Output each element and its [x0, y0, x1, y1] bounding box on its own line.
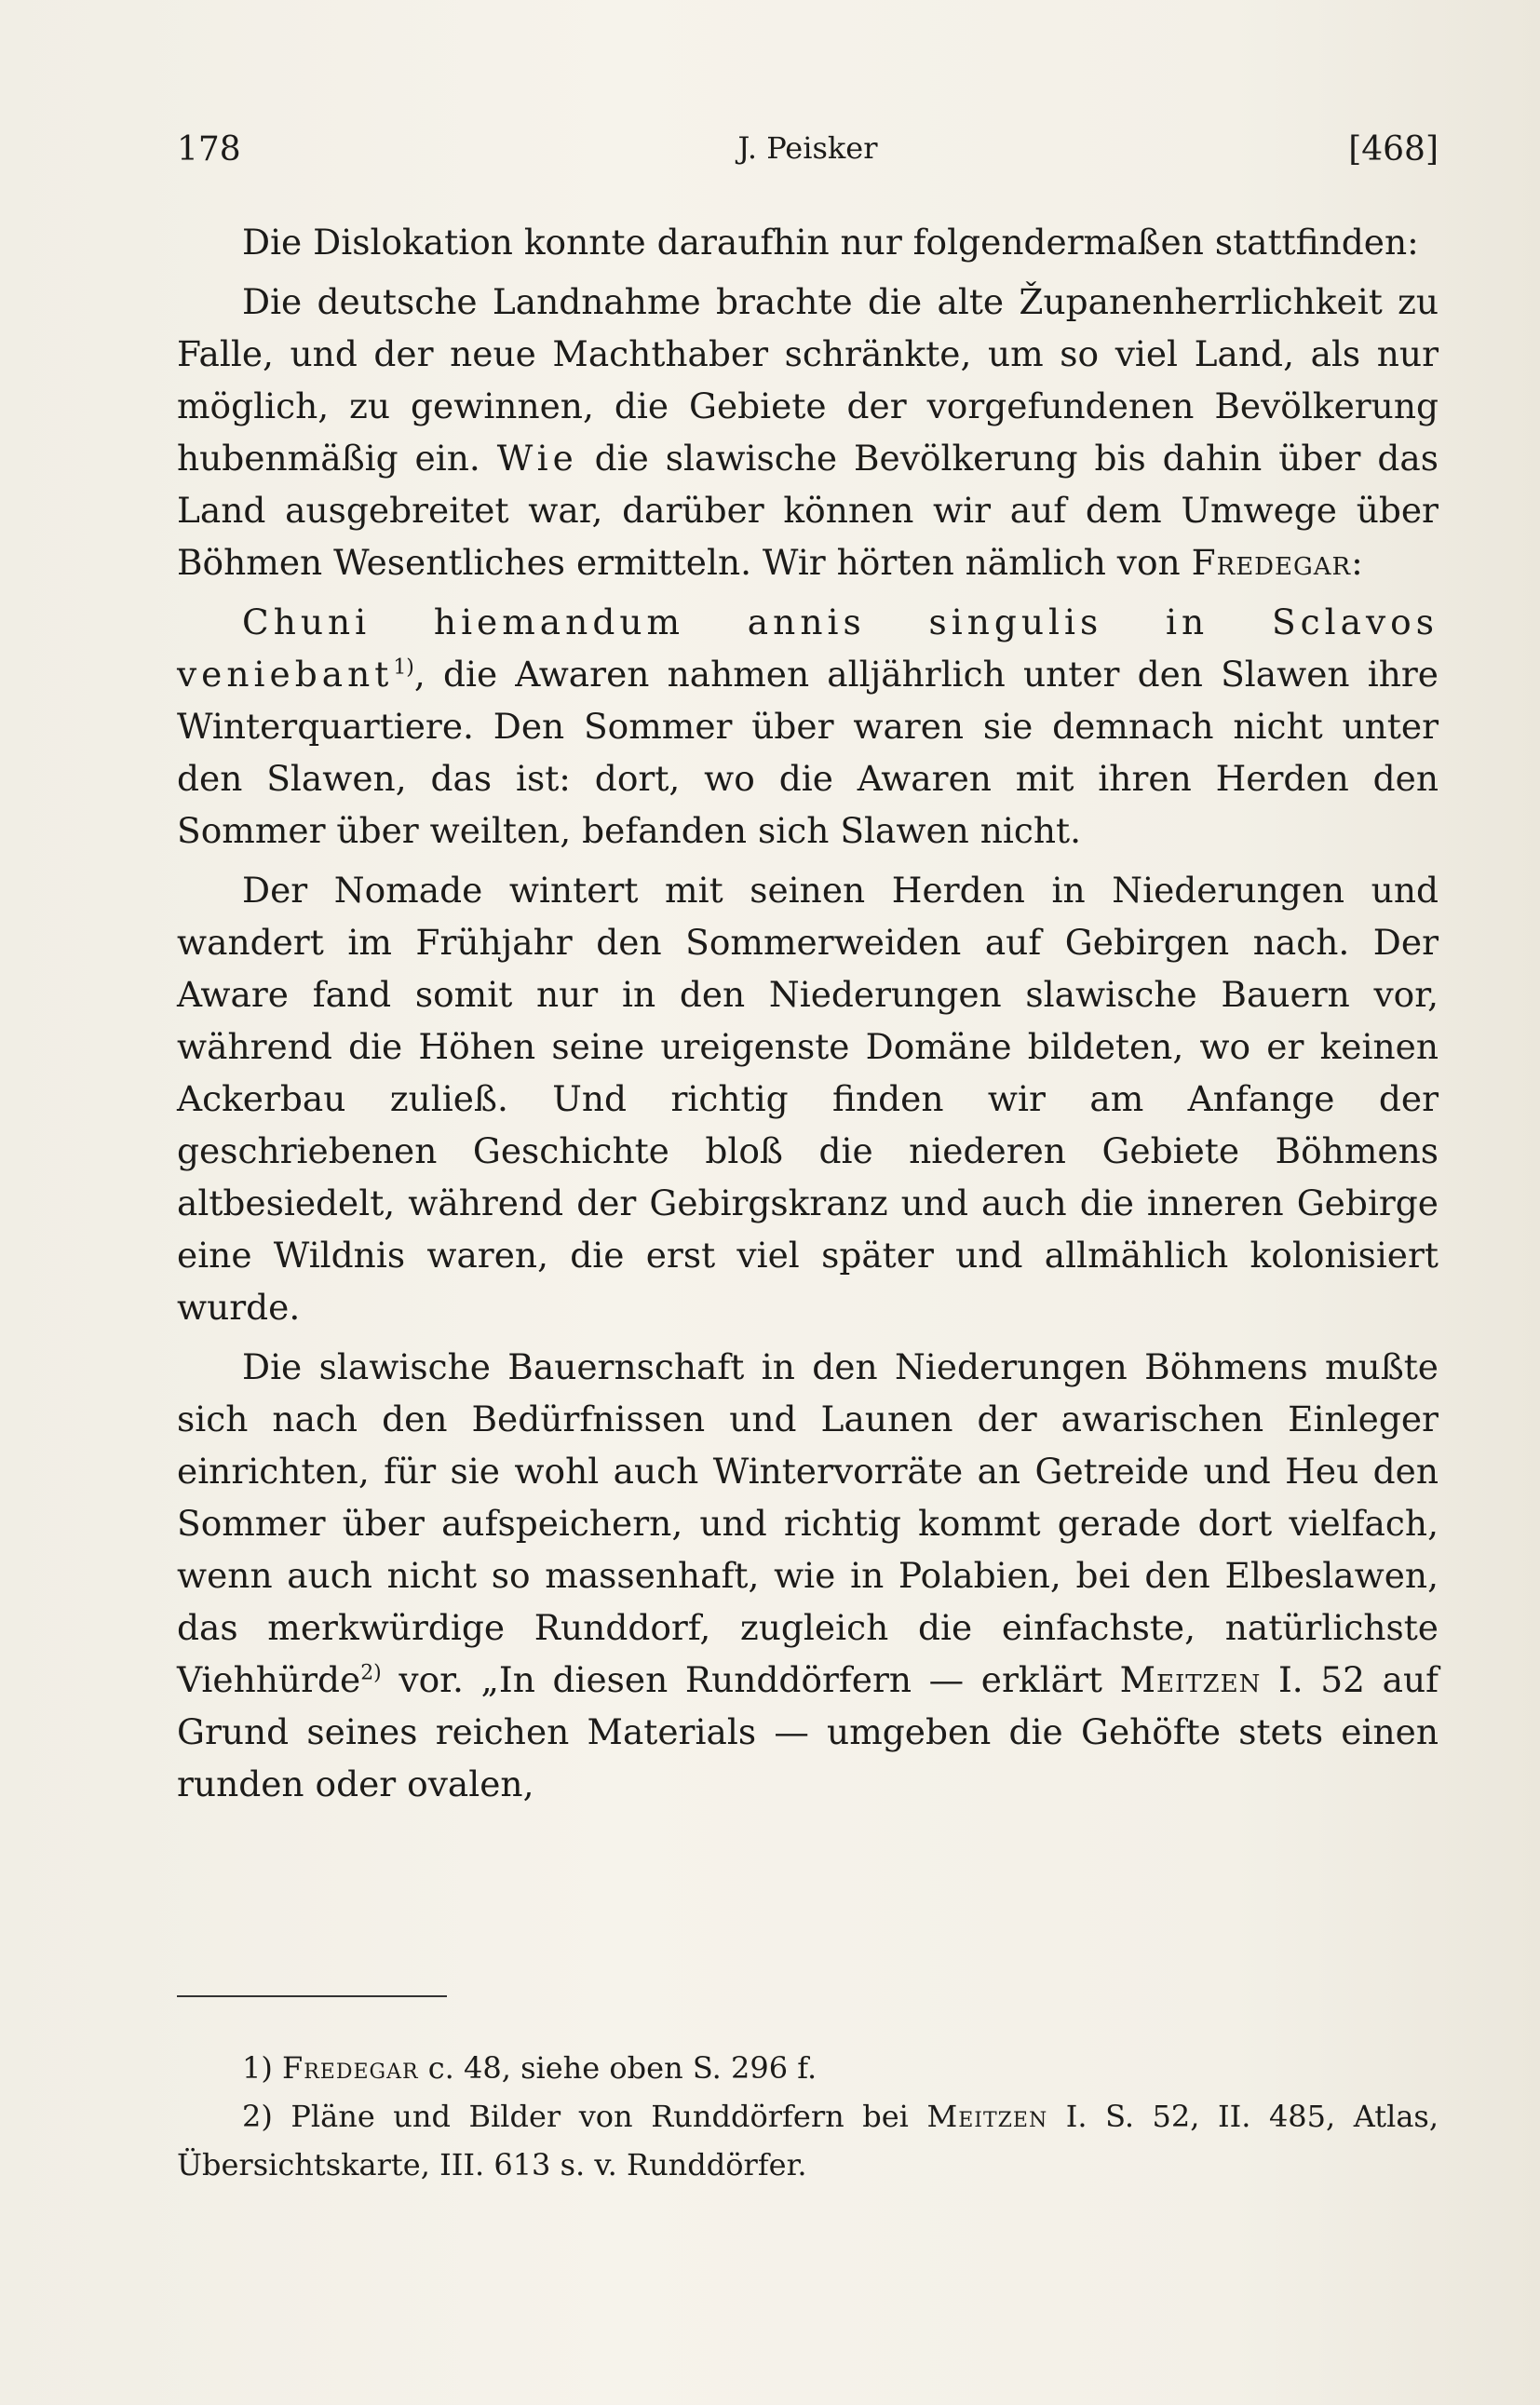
- paragraph-2-text-a: Die deutsche Landnahme brachte die alte Županenherrlichkeit zu Falle, und der neue Machthaber schränkte, um so viel Land, als nur möglich, zu gewinnen, die Gebiete der vorgefundenen Bevölkerung hubenmäßig ein.: [177, 281, 1439, 479]
- footnote-ref-2: 2): [360, 1661, 382, 1685]
- footnote-1-text: c. 48, siehe oben S. 296 f.: [418, 2050, 817, 2086]
- footnote-1-marker: 1): [242, 2050, 273, 2086]
- paragraph-5: [177, 1341, 1439, 1810]
- paragraph-2: [177, 276, 1439, 588]
- footnote-2-name: Meitzen: [926, 2099, 1048, 2134]
- main-text: [177, 216, 1439, 1817]
- page-number: 178: [177, 130, 241, 169]
- footnotes: [177, 2044, 1439, 2189]
- page-header: [177, 130, 1439, 186]
- footnote-1: [177, 2044, 1439, 2092]
- paragraph-5-text-c: vor. „In diesen Runddörfern — erklärt: [381, 1659, 1102, 1700]
- paragraph-2-text-c: die slawische Bevölkerung bis dahin über das Land ausgebreitet war, darüber können wir auf dem Umwege über Böhmen Wesentliches ermitteln. Wir hörten nämlich von: [177, 438, 1439, 583]
- name-meitzen: Meitzen: [1119, 1659, 1262, 1700]
- running-head-author: J. Peisker: [737, 130, 878, 166]
- latin-quote: Chuni hiemandum annis singulis in Sclavos veniebant: [177, 601, 1439, 695]
- bracket-page-number: [468]: [1348, 130, 1439, 169]
- name-fredegar: Fredegar: [1191, 542, 1352, 583]
- footnote-ref-1: 1): [393, 655, 414, 680]
- paragraph-3: [177, 596, 1439, 857]
- paragraph-5-text-e: I. 52 auf Grund seines reichen Materials — umgeben die Gehöfte stets einen runden oder ovalen,: [177, 1659, 1439, 1804]
- footnote-1-name: Fredegar: [282, 2050, 419, 2086]
- paragraph-4: Der Nomade wintert mit seinen Herden in Niederungen und wandert im Frühjahr den Sommerweiden auf Gebirgen nach. Der Aware fand somit nur in den Niederungen slawische Bauern vor, während die Höhen seine ureigenste Domäne bildeten, wo er keinen Ackerbau zuließ. Und richtig finden wir am Anfange der geschriebenen Geschichte bloß die niederen Gebiete Böhmens altbesiedelt, während der Gebirgskranz und auch die inneren Gebirge eine Wildnis waren, die erst viel später und allmählich kolonisiert wurde.: [177, 870, 1439, 1328]
- footnote-2: [177, 2092, 1439, 2189]
- emphasis-wie: Wie: [496, 438, 578, 479]
- paragraph-5-text-a: Die slawische Bauernschaft in den Niederungen Böhmens mußte sich nach den Bedürfnissen und Launen der awarischen Einleger einrichten, für sie wohl auch Wintervorräte an Getreide und Heu den Sommer über aufspeichern, und richtig kommt gerade dort vielfach, wenn auch nicht so massenhaft, wie in Polabien, bei den Elbeslawen, das merkwürdige Runddorf, zugleich die einfachste, natürlichste Viehhürde: [177, 1346, 1439, 1700]
- paragraph-1: Die Dislokation konnte daraufhin nur folgendermaßen stattfinden:: [242, 222, 1419, 263]
- footnote-divider: [177, 1995, 447, 1997]
- paragraph-3-text: , die Awaren nahmen alljährlich unter den Slawen ihre Winterquartiere. Den Sommer über waren sie demnach nicht unter den Slawen, das ist: dort, wo die Awaren mit ihren Herden den Sommer über weilten, befanden sich Slawen nicht.: [177, 654, 1439, 851]
- footnote-2-text-c: I. S. 52, II. 485, Atlas, Übersichtskarte, III. 613 s. v. Runddörfer.: [177, 2099, 1439, 2182]
- footnote-2-text-a: 2) Pläne und Bilder von Runddörfern bei: [242, 2099, 909, 2134]
- paragraph-2-colon: :: [1351, 542, 1363, 583]
